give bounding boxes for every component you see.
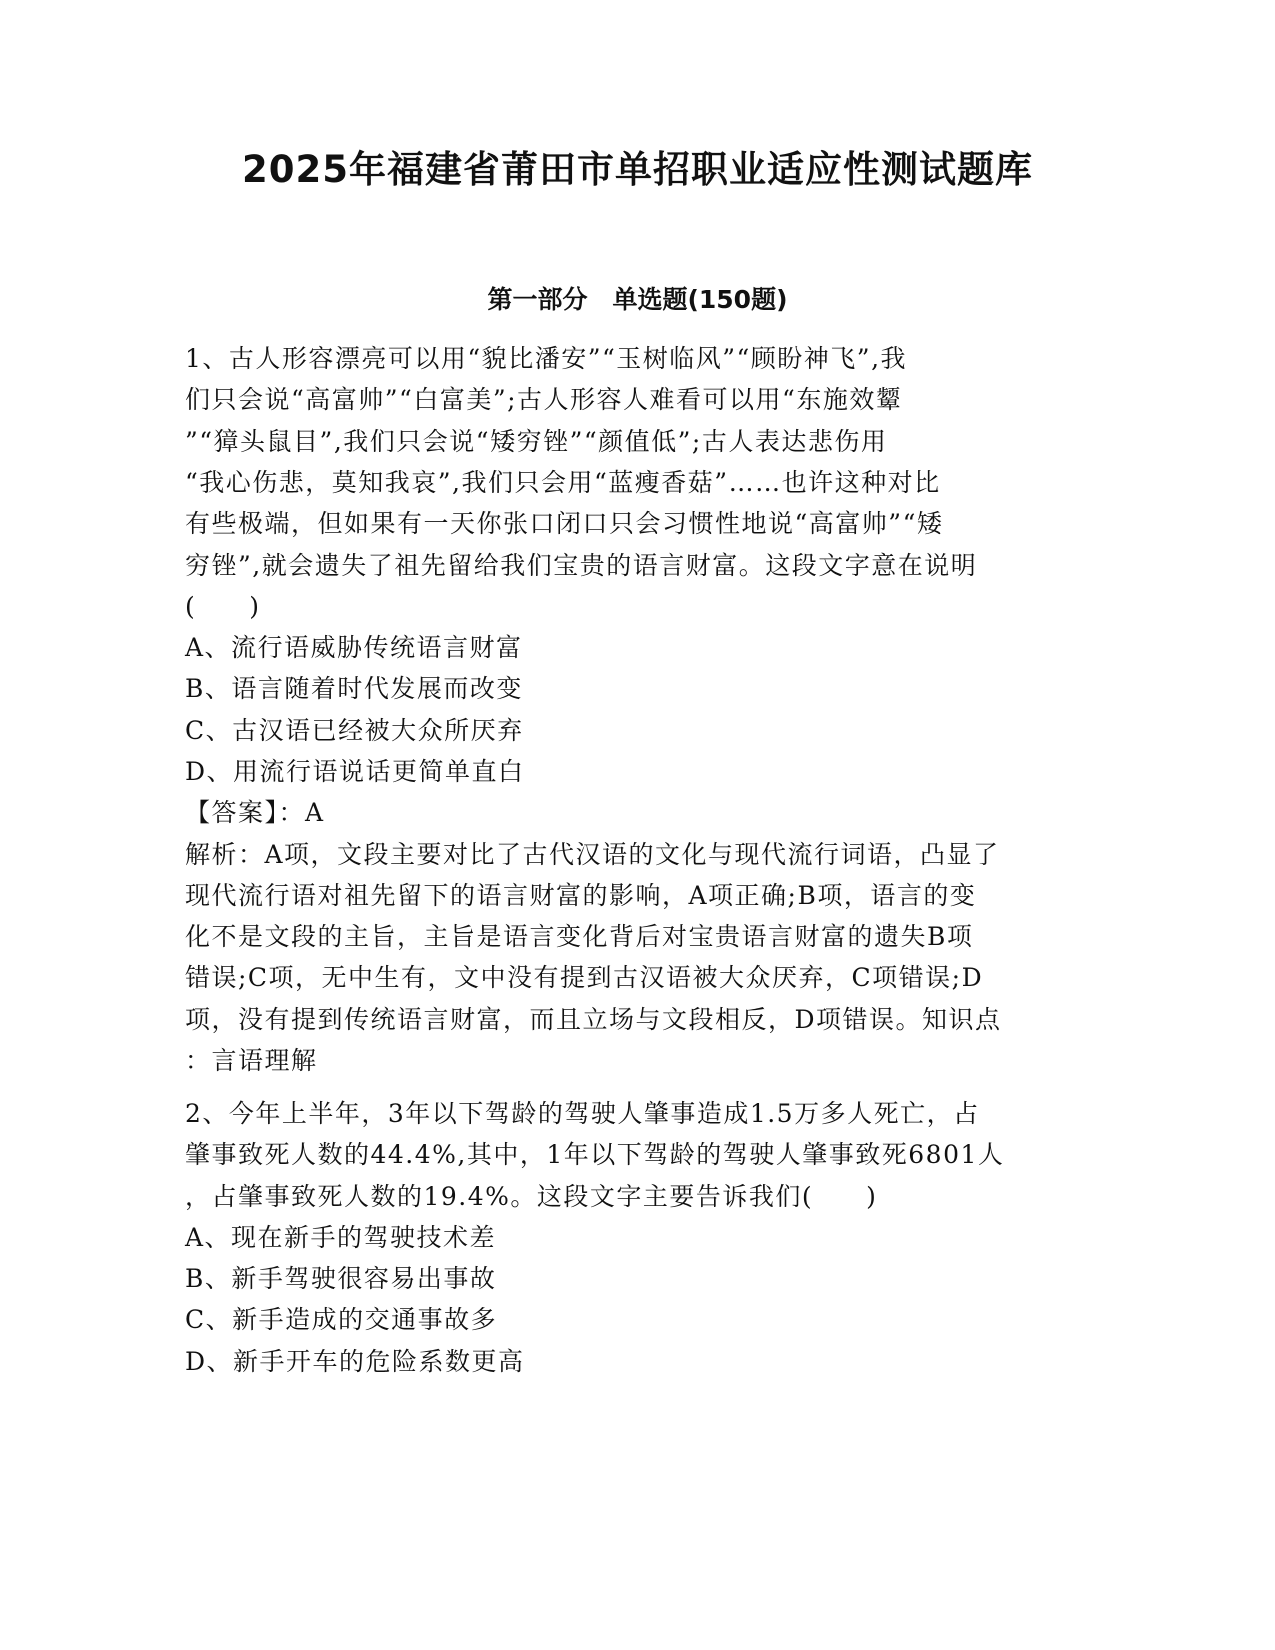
question-stem-line: “我心伤悲，莫知我哀”,我们只会用“蓝瘦香菇”……也许这种对比 (185, 468, 941, 497)
question-stem-line: 们只会说“高富帅”“白富美”;古人形容人难看可以用“东施效颦 (185, 385, 903, 414)
answer-option: D、用流行语说话更简单直白 (185, 757, 525, 786)
question-stem-line: 穷锉”,就会遗失了祖先留给我们宝贵的语言财富。这段文字意在说明 (185, 551, 978, 580)
question-stem-line: 有些极端，但如果有一天你张口闭口只会习惯性地说“高富帅”“矮 (185, 509, 944, 538)
analysis-line: 项，没有提到传统语言财富，而且立场与文段相反，D项错误。知识点 (185, 1005, 1002, 1034)
answer-option: A、现在新手的驾驶技术差 (185, 1223, 497, 1252)
answer-key: 【答案】：A (185, 798, 325, 827)
answer-option: A、流行语威胁传统语言财富 (185, 633, 523, 662)
analysis-line: ：言语理解 (185, 1046, 318, 1075)
answer-option: B、新手驾驶很容易出事故 (185, 1264, 497, 1293)
question-stem-line: 2、今年上半年，3年以下驾龄的驾驶人肇事造成1.5万多人死亡，占 (185, 1099, 980, 1128)
answer-option: D、新手开车的危险系数更高 (185, 1347, 525, 1376)
answer-option: B、语言随着时代发展而改变 (185, 674, 523, 703)
analysis-line: 现代流行语对祖先留下的语言财富的影响，A项正确;B项，语言的变 (185, 881, 977, 910)
question-stem-line: ( ) (185, 592, 261, 621)
answer-option: C、新手造成的交通事故多 (185, 1305, 498, 1334)
analysis-line: 错误;C项，无中生有，文中没有提到古汉语被大众厌弃，C项错误;D (185, 963, 984, 992)
question-stem-line: ”“獐头鼠目”,我们只会说“矮穷锉”“颜值低”;古人表达悲伤用 (185, 427, 888, 456)
question-stem-line: 1、古人形容漂亮可以用“貌比潘安”“玉树临风”“顾盼神飞”,我 (185, 344, 908, 373)
document-title: 2025年福建省莆田市单招职业适应性测试题库 (242, 148, 1033, 191)
analysis-line: 化不是文段的主旨，主旨是语言变化背后对宝贵语言财富的遗失B项 (185, 922, 974, 951)
answer-option: C、古汉语已经被大众所厌弃 (185, 716, 524, 745)
analysis-line: 解析：A项，文段主要对比了古代汉语的文化与现代流行词语，凸显了 (185, 840, 1000, 869)
question-stem-line: ，占肇事致死人数的19.4%。这段文字主要告诉我们( ) (185, 1182, 878, 1211)
section-title: 第一部分 单选题(150题) (487, 285, 788, 314)
question-stem-line: 肇事致死人数的44.4%,其中，1年以下驾龄的驾驶人肇事致死6801人 (185, 1140, 1005, 1169)
